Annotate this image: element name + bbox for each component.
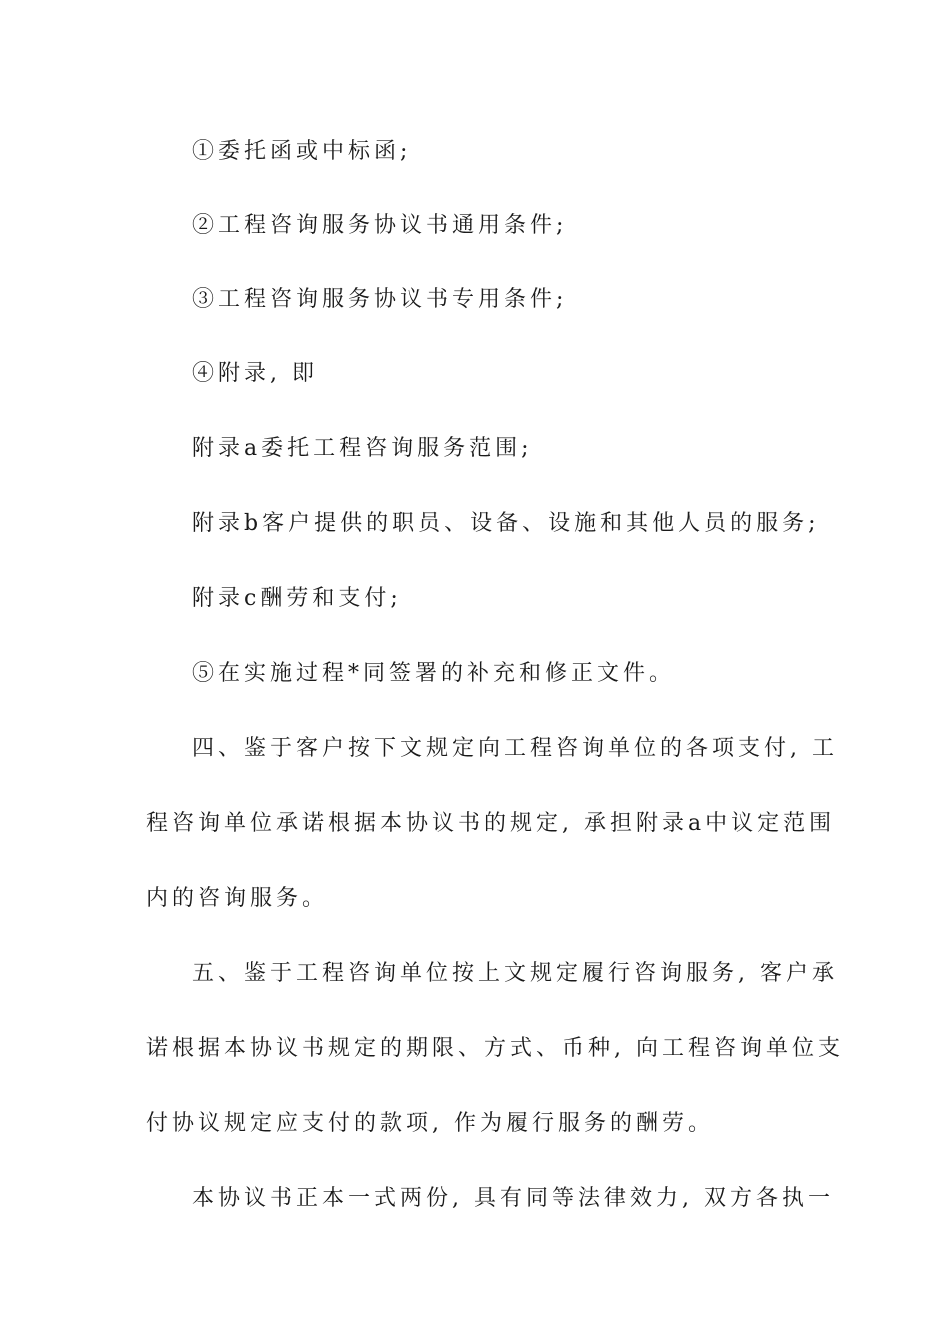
list-item-2: ②工程咨询服务协议书通用条件; (192, 213, 568, 238)
list-item-3: ③工程咨询服务协议书专用条件; (192, 287, 568, 312)
appendix-c: 附录c酬劳和支付; (192, 586, 402, 611)
list-item-4: ④附录, 即 (192, 361, 318, 386)
paragraph-five-line-3: 付协议规定应支付的款项, 作为履行服务的酬劳。 (146, 1111, 714, 1136)
list-item-5: ⑤在实施过程*同签署的补充和修正文件。 (192, 661, 676, 686)
paragraph-four-line-2: 程咨询单位承诺根据本协议书的规定, 承担附录a中议定范围 (146, 811, 836, 836)
paragraph-four-line-1: 四、鉴于客户按下文规定向工程咨询单位的各项支付, 工 (192, 736, 838, 761)
paragraph-five-line-1: 五、鉴于工程咨询单位按上文规定履行咨询服务, 客户承 (192, 961, 838, 986)
closing-paragraph-line-1: 本协议书正本一式两份, 具有同等法律效力, 双方各执一 (192, 1186, 834, 1211)
appendix-b: 附录b客户提供的职员、设备、设施和其他人员的服务; (192, 511, 820, 536)
appendix-a: 附录a委托工程咨询服务范围; (192, 436, 533, 461)
paragraph-four-line-3: 内的咨询服务。 (146, 886, 329, 911)
list-item-1: ①委托函或中标函; (192, 139, 412, 164)
paragraph-five-line-2: 诺根据本协议书规定的期限、方式、币种, 向工程咨询单位支 (146, 1036, 844, 1061)
